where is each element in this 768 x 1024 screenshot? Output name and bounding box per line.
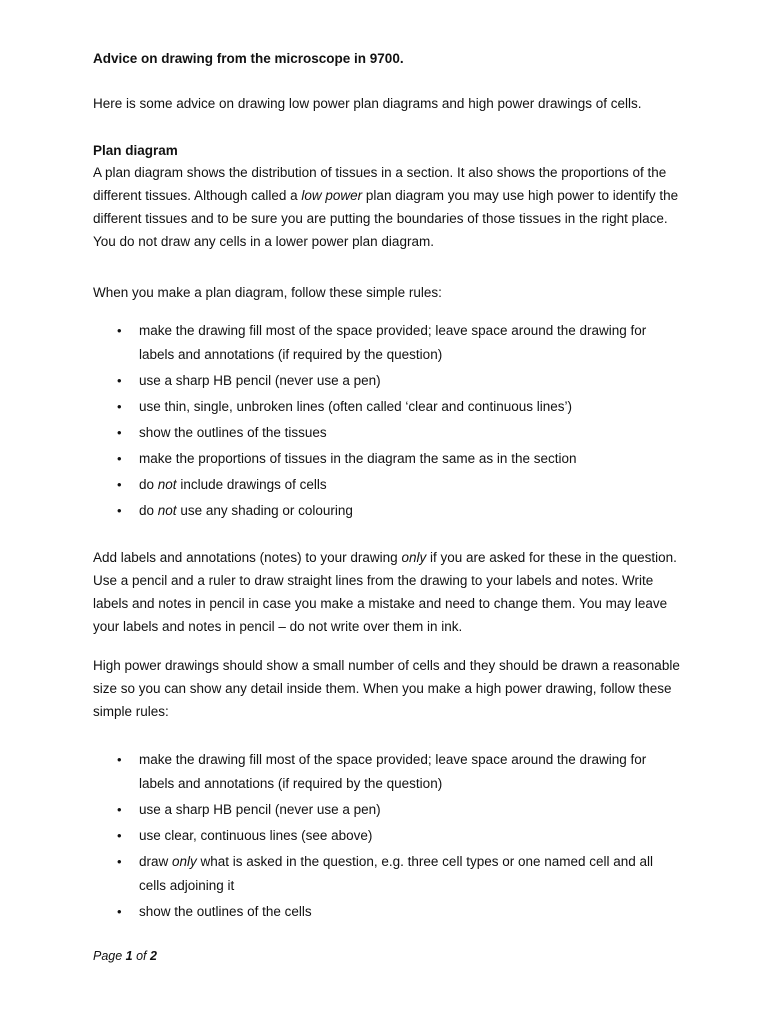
text-run: draw [139, 854, 173, 869]
bullet-icon: • [117, 451, 122, 466]
text-run: use thin, single, unbroken lines (often called ‘clear and continuous lines’) [139, 399, 573, 414]
text-run: what is asked in the question, e.g. three cell types or one named cell and all cells adjoining it [139, 854, 654, 893]
list-item [93, 824, 683, 848]
text-run: use a sharp HB pencil (never use a pen) [139, 802, 381, 817]
list-item [93, 900, 683, 924]
footer-page-total: 2 [150, 949, 157, 963]
emphasis-text: only [401, 550, 427, 565]
text-run: if you are asked for these in the question. Use a pencil and a ruler to draw straight lines from the drawing to your labels and notes. Write labels and notes in pencil in case you make a mistake and need to change them. You may leave your labels and notes in pencil – do not write over them in ink. [93, 550, 677, 634]
bullet-icon: • [117, 323, 122, 338]
high-power-rules-list [93, 748, 683, 926]
bullet-icon: • [117, 373, 122, 388]
bullet-icon: • [117, 477, 122, 492]
labels-paragraph [93, 546, 683, 638]
list-item [93, 850, 683, 898]
text-run: use clear, continuous lines (see above) [139, 828, 373, 843]
plan-rules-list [93, 319, 683, 525]
list-item [93, 369, 683, 393]
text-run: use a sharp HB pencil (never use a pen) [139, 373, 381, 388]
list-item [93, 748, 683, 796]
emphasis-text: not [157, 503, 177, 518]
text-run: show the outlines of the cells [139, 904, 312, 919]
bullet-icon: • [117, 802, 122, 817]
text-run: use any shading or colouring [176, 503, 353, 518]
text-run: show the outlines of the tissues [139, 425, 327, 440]
plan-rules-intro: When you make a plan diagram, follow these simple rules: [93, 285, 442, 300]
page-footer [93, 949, 157, 963]
text-run: A plan diagram shows the distribution of tissues in a section. It also shows the proportions of the different tissues. Although called a [93, 165, 667, 203]
footer-of-word: of [132, 949, 150, 963]
footer-page-number: 1 [125, 949, 133, 963]
text-run: make the drawing fill most of the space provided; leave space around the drawing for labels and annotations (if required by the question) [139, 323, 647, 362]
bullet-icon: • [117, 752, 122, 767]
high-power-paragraph: High power drawings should show a small number of cells and they should be drawn a reasonable size so you can show any detail inside them. When you make a high power drawing, follow these simple rules: [93, 658, 680, 719]
emphasis-text: only [172, 854, 197, 869]
list-item [93, 798, 683, 822]
document-title: Advice on drawing from the microscope in 9700. [93, 51, 404, 66]
text-run: make the proportions of tissues in the diagram the same as in the section [139, 451, 577, 466]
emphasis-text: not [157, 477, 177, 492]
plan-diagram-paragraph [93, 161, 683, 253]
bullet-icon: • [117, 399, 122, 414]
list-item [93, 319, 683, 367]
bullet-icon: • [117, 854, 122, 869]
list-item [93, 421, 683, 445]
bullet-icon: • [117, 828, 122, 843]
emphasis-text: low power [301, 188, 363, 203]
intro-paragraph: Here is some advice on drawing low power plan diagrams and high power drawings of cells. [93, 96, 642, 111]
plan-diagram-heading: Plan diagram [93, 143, 178, 158]
list-item [93, 395, 683, 419]
text-run: include drawings of cells [176, 477, 327, 492]
text-run: make the drawing fill most of the space provided; leave space around the drawing for labels and annotations (if required by the question) [139, 752, 647, 791]
bullet-icon: • [117, 425, 122, 440]
list-item [93, 447, 683, 471]
text-run: do [139, 503, 158, 518]
bullet-icon: • [117, 904, 122, 919]
list-item [93, 499, 683, 523]
footer-page-word: Page [93, 949, 126, 963]
list-item [93, 473, 683, 497]
text-run: plan diagram you may use high power to identify the different tissues and to be sure you are putting the boundaries of those tissues in the right place. You do not draw any cells in a lower power plan diagram. [93, 188, 679, 249]
text-run: do [139, 477, 158, 492]
bullet-icon: • [117, 503, 122, 518]
text-run: Add labels and annotations (notes) to your drawing [93, 550, 402, 565]
